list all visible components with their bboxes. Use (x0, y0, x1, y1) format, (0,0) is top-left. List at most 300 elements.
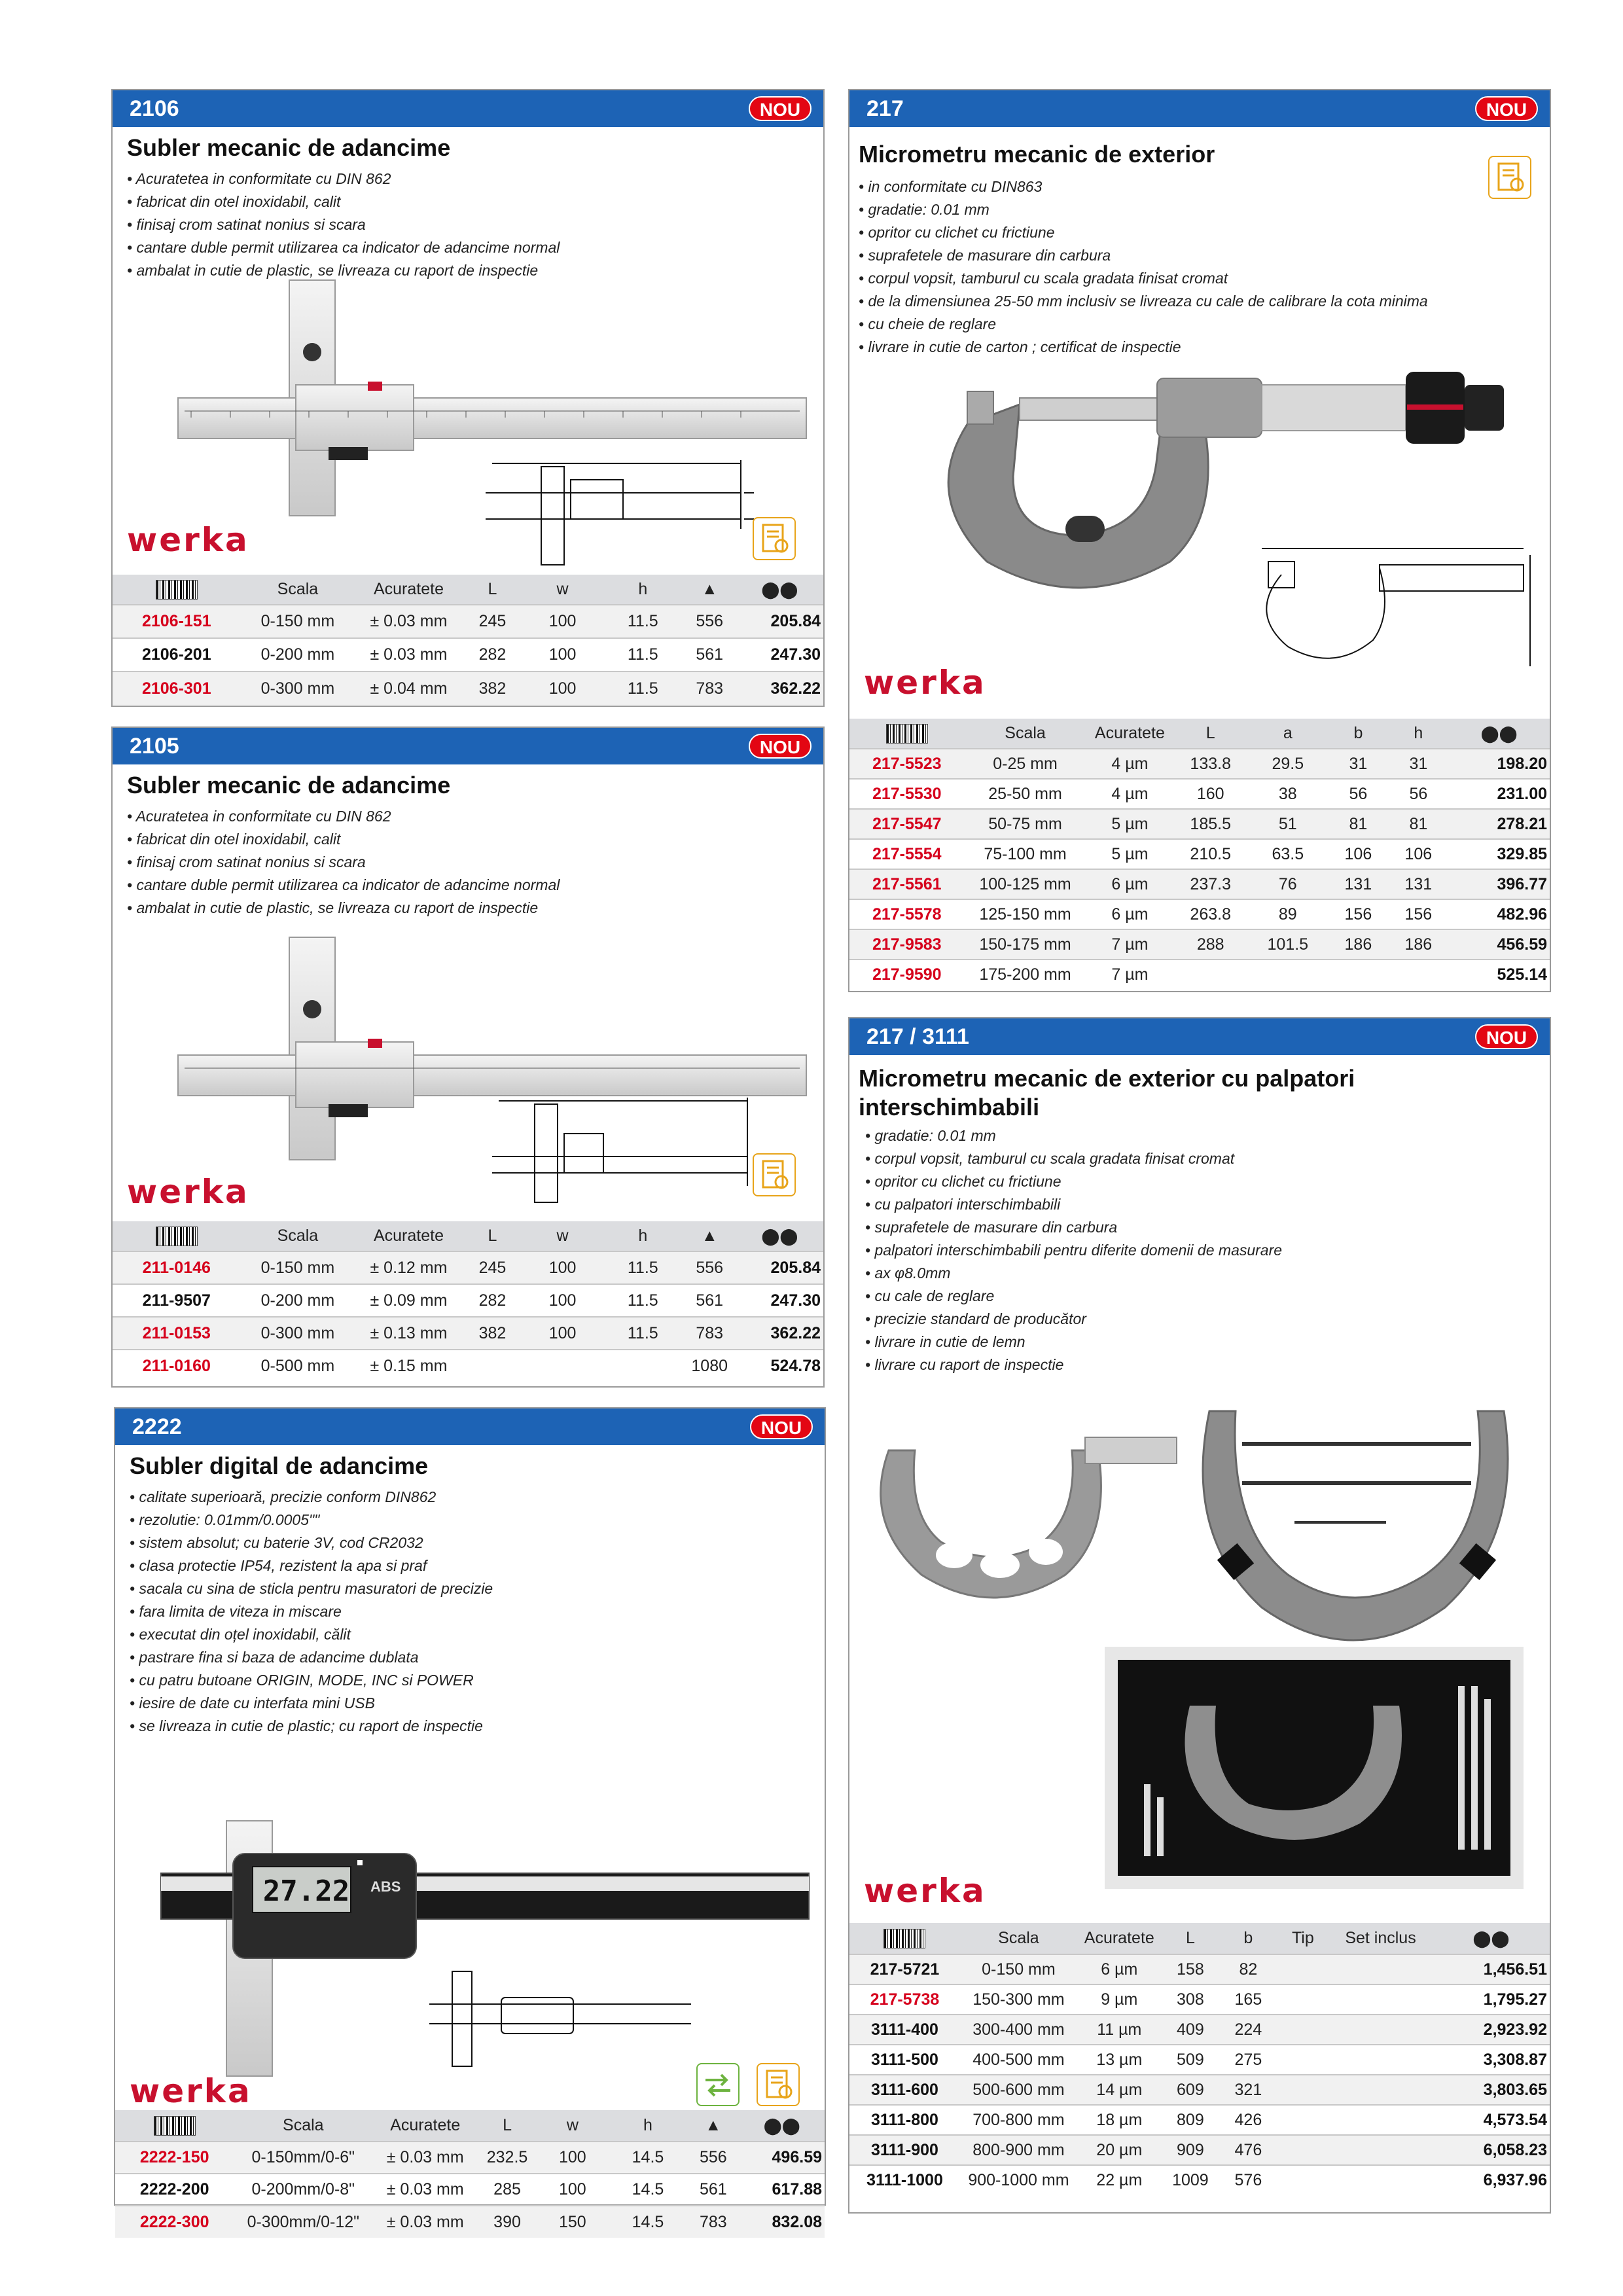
article-code: 217-5547 (849, 809, 965, 839)
article-code: 211-0146 (113, 1251, 241, 1284)
col-w: w (537, 2110, 609, 2142)
feature-item: • fabricat din otel inoxidabil, calit (127, 193, 341, 210)
cell-price: 456.59 (1448, 929, 1550, 960)
article-code: 211-0160 (113, 1350, 241, 1382)
col-scala: Scala (241, 1221, 355, 1251)
cell-acuratete: 7 µm (1086, 960, 1174, 990)
cell-scala: 0-25 mm (965, 749, 1086, 779)
barcode-icon (849, 1923, 960, 1954)
feature-item: • corpul vopsit, tamburul cu scala gradata finisat cromat (859, 270, 1228, 287)
table-row (849, 2015, 1550, 2045)
cell-L: 809 (1162, 2105, 1219, 2135)
col-w: w (522, 1221, 603, 1251)
col-L: L (1173, 719, 1247, 749)
cell-price: 362.22 (736, 1317, 823, 1350)
cell-weight: 1080 (683, 1350, 736, 1382)
cell-tip (1277, 2075, 1329, 2105)
cell-tip (1277, 1984, 1329, 2015)
cell-acuratete: ± 0.13 mm (355, 1317, 462, 1350)
cell-acuratete: ± 0.03 mm (355, 605, 462, 638)
cell-b: 476 (1219, 2135, 1277, 2165)
feature-item: • cantare duble permit utilizarea ca indicator de adancime normal (127, 239, 560, 256)
cell-L: 382 (463, 672, 523, 705)
brand-logo: werka (864, 664, 986, 702)
cell-price: 617.88 (740, 2174, 825, 2206)
feature-item: • opritor cu clichet cu frictiune (859, 224, 1055, 241)
cell-price: 482.96 (1448, 899, 1550, 929)
cell-h: 14.5 (609, 2174, 687, 2206)
cell-w: 100 (522, 672, 603, 705)
cell-acuratete: ± 0.09 mm (355, 1284, 462, 1317)
cell-scala: 400-500 mm (960, 2045, 1077, 2075)
cell-acuratete: 18 µm (1077, 2105, 1162, 2135)
cell-w: 100 (522, 1284, 603, 1317)
table-row (849, 2075, 1550, 2105)
cell-b: 275 (1219, 2045, 1277, 2075)
cell-b: 31 (1328, 749, 1388, 779)
feature-item: • livrare in cutie de lemn (865, 1333, 1026, 1350)
cell-price: 496.59 (740, 2142, 825, 2174)
panel-header (849, 90, 1550, 127)
feature-item: • ax φ8.0mm (865, 1265, 951, 1282)
cell-acuratete: ± 0.04 mm (355, 672, 462, 705)
cell-price: 396.77 (1448, 869, 1550, 899)
cell-b: 82 (1219, 1954, 1277, 1984)
cell-set-inclus (1329, 1984, 1433, 2015)
cell-L: 160 (1173, 779, 1247, 809)
cell-a: 51 (1247, 809, 1328, 839)
article-code: 2222-200 (115, 2174, 234, 2206)
cell-w: 100 (522, 638, 603, 672)
feature-item: • livrare cu raport de inspectie (865, 1356, 1064, 1373)
table-row (849, 1984, 1550, 2015)
cell-L: 282 (463, 638, 523, 672)
weight-icon: ▲ (687, 2110, 739, 2142)
cell-b: 321 (1219, 2075, 1277, 2105)
price-icon: ⬤⬤ (740, 2110, 825, 2142)
table-row (113, 1251, 823, 1284)
table-row (849, 1954, 1550, 1984)
cell-price: 231.00 (1448, 779, 1550, 809)
feature-list (127, 168, 560, 282)
cell-scala: 500-600 mm (960, 2075, 1077, 2105)
article-code: 217-9583 (849, 929, 965, 960)
product-title: Micrometru mecanic de exterior (859, 141, 1215, 168)
cell-a: 101.5 (1247, 929, 1328, 960)
feature-item: • cu cheie de reglare (859, 315, 997, 332)
cell-scala: 0-300 mm (241, 1317, 355, 1350)
cell-L: 288 (1173, 929, 1247, 960)
cell-acuratete: ± 0.03 mm (372, 2142, 478, 2174)
col-h: h (603, 575, 683, 605)
cell-L (463, 1350, 523, 1382)
data-transfer-icon (696, 2063, 740, 2106)
article-code: 3111-800 (849, 2105, 960, 2135)
product-code: 2222 (132, 1414, 182, 1439)
cell-scala: 125-150 mm (965, 899, 1086, 929)
product-code: 217 (866, 96, 904, 121)
table-row (113, 1284, 823, 1317)
cell-scala: 0-200 mm (241, 638, 355, 672)
cell-L: 282 (463, 1284, 523, 1317)
price-table (113, 1221, 823, 1382)
cell-w: 100 (537, 2142, 609, 2174)
cell-h: 131 (1388, 869, 1448, 899)
product-panel-3111 (848, 1017, 1551, 2214)
cell-acuratete: 14 µm (1077, 2075, 1162, 2105)
feature-item: • finisaj crom satinat nonius si scara (127, 216, 366, 233)
feature-item: • sistem absolut; cu baterie 3V, cod CR2032 (130, 1534, 423, 1551)
table-row (113, 672, 823, 705)
certificate-icon (753, 517, 796, 560)
table-row (115, 2206, 825, 2238)
feature-list (859, 175, 1428, 359)
cell-h: 81 (1388, 809, 1448, 839)
cell-b: 131 (1328, 869, 1388, 899)
article-code: 217-5721 (849, 1954, 960, 1984)
brand-logo: werka (130, 2072, 252, 2110)
col-scala: Scala (234, 2110, 372, 2142)
cell-b: 106 (1328, 839, 1388, 869)
cell-scala: 0-150 mm (241, 605, 355, 638)
col-L: L (463, 1221, 523, 1251)
cell-L (1173, 960, 1247, 990)
cell-L: 382 (463, 1317, 523, 1350)
feature-item: • cantare duble permit utilizarea ca indicator de adancime normal (127, 876, 560, 893)
cell-b: 156 (1328, 899, 1388, 929)
cell-acuratete: 9 µm (1077, 1984, 1162, 2015)
cell-scala: 25-50 mm (965, 779, 1086, 809)
cell-b: 576 (1219, 2165, 1277, 2195)
panel-header (115, 1408, 825, 1445)
cell-b: 186 (1328, 929, 1388, 960)
article-code: 2222-300 (115, 2206, 234, 2238)
feature-item: • opritor cu clichet cu frictiune (865, 1173, 1061, 1190)
cell-acuratete: ± 0.12 mm (355, 1251, 462, 1284)
feature-item: • pastrare fina si baza de adancime dublata (130, 1649, 419, 1666)
cell-price: 525.14 (1448, 960, 1550, 990)
col-h: h (1388, 719, 1448, 749)
cell-acuratete: ± 0.03 mm (372, 2206, 478, 2238)
certificate-icon (1488, 156, 1531, 199)
cell-tip (1277, 2045, 1329, 2075)
weight-icon: ▲ (683, 1221, 736, 1251)
col-L: L (1162, 1923, 1219, 1954)
cell-acuratete: 5 µm (1086, 809, 1174, 839)
table-row (849, 749, 1550, 779)
price-table (849, 1923, 1550, 2195)
article-code: 3111-900 (849, 2135, 960, 2165)
feature-item: • palpatori interschimbabili pentru diferite domenii de masurare (865, 1242, 1283, 1259)
cell-set-inclus (1329, 2045, 1433, 2075)
panel-header (113, 728, 823, 764)
cell-set-inclus (1329, 1954, 1433, 1984)
barcode-icon (849, 719, 965, 749)
col-h: h (603, 1221, 683, 1251)
cell-h: 31 (1388, 749, 1448, 779)
technical-drawing (423, 1965, 698, 2070)
table-row (849, 960, 1550, 990)
cell-scala: 0-300 mm (241, 672, 355, 705)
cell-acuratete: ± 0.03 mm (372, 2174, 478, 2206)
cell-acuratete: 11 µm (1077, 2015, 1162, 2045)
article-code: 217-5578 (849, 899, 965, 929)
feature-item: • fabricat din otel inoxidabil, calit (127, 831, 341, 848)
feature-list (127, 805, 560, 920)
cell-scala: 0-500 mm (241, 1350, 355, 1382)
new-badge: NOU (750, 1414, 813, 1439)
cell-w (522, 1350, 603, 1382)
col-w: w (522, 575, 603, 605)
cell-weight: 561 (683, 638, 736, 672)
cell-scala: 0-200 mm (241, 1284, 355, 1317)
product-panel-2222 (114, 1407, 826, 2231)
cell-h: 11.5 (603, 638, 683, 672)
abs-label: ABS (370, 1878, 401, 1895)
cell-h: 14.5 (609, 2206, 687, 2238)
article-code: 217-9590 (849, 960, 965, 990)
cell-weight: 556 (687, 2142, 739, 2174)
cell-L: 232.5 (478, 2142, 537, 2174)
feature-item: • se livreaza in cutie de plastic; cu raport de inspectie (130, 1717, 483, 1734)
cell-price: 247.30 (736, 1284, 823, 1317)
cell-set-inclus (1329, 2075, 1433, 2105)
brand-logo: werka (127, 521, 249, 559)
cell-h (603, 1350, 683, 1382)
table-row (849, 779, 1550, 809)
cell-scala: 0-150mm/0-6" (234, 2142, 372, 2174)
cell-h: 11.5 (603, 1317, 683, 1350)
table-row (849, 2045, 1550, 2075)
product-title: Subler mecanic de adancime (127, 134, 451, 161)
cell-price: 6,937.96 (1433, 2165, 1550, 2195)
table-row (115, 2174, 825, 2206)
cell-acuratete: ± 0.15 mm (355, 1350, 462, 1382)
cell-w: 100 (522, 1251, 603, 1284)
cell-price: 329.85 (1448, 839, 1550, 869)
cell-price: 198.20 (1448, 749, 1550, 779)
col-a: a (1247, 719, 1328, 749)
cell-a: 89 (1247, 899, 1328, 929)
cell-scala: 75-100 mm (965, 839, 1086, 869)
barcode-icon (113, 575, 241, 605)
cell-b: 165 (1219, 1984, 1277, 2015)
new-badge: NOU (1475, 96, 1538, 121)
brand-logo: werka (864, 1872, 986, 1910)
table-row (849, 2135, 1550, 2165)
article-code: 2106-301 (113, 672, 241, 705)
feature-item: • iesire de date cu interfata mini USB (130, 1695, 375, 1712)
cell-b (1328, 960, 1388, 990)
table-row (849, 899, 1550, 929)
cell-scala: 300-400 mm (960, 2015, 1077, 2045)
feature-item: • finisaj crom satinat nonius si scara (127, 853, 366, 870)
table-row (849, 929, 1550, 960)
article-code: 3111-1000 (849, 2165, 960, 2195)
cell-acuratete: 22 µm (1077, 2165, 1162, 2195)
cell-L: 263.8 (1173, 899, 1247, 929)
col-L: L (463, 575, 523, 605)
col-acuratete: Acuratete (372, 2110, 478, 2142)
feature-item: • suprafetele de masurare din carbura (865, 1219, 1118, 1236)
cell-tip (1277, 2165, 1329, 2195)
article-code: 211-0153 (113, 1317, 241, 1350)
cell-acuratete: 4 µm (1086, 779, 1174, 809)
price-table (849, 719, 1550, 990)
feature-item: • livrare in cutie de carton ; certificat de inspectie (859, 338, 1181, 355)
feature-item: • corpul vopsit, tamburul cu scala gradata finisat cromat (865, 1150, 1235, 1167)
cell-L: 390 (478, 2206, 537, 2238)
cell-L: 185.5 (1173, 809, 1247, 839)
cell-w: 150 (537, 2206, 609, 2238)
cell-L: 285 (478, 2174, 537, 2206)
cell-L: 509 (1162, 2045, 1219, 2075)
col-tip: Tip (1277, 1923, 1329, 1954)
cell-set-inclus (1329, 2135, 1433, 2165)
table-row (849, 809, 1550, 839)
article-code: 2106-201 (113, 638, 241, 672)
cell-price: 1,456.51 (1433, 1954, 1550, 1984)
cell-acuratete: 5 µm (1086, 839, 1174, 869)
cell-acuratete: 4 µm (1086, 749, 1174, 779)
cell-price: 3,803.65 (1433, 2075, 1550, 2105)
cell-scala: 700-800 mm (960, 2105, 1077, 2135)
product-title: Micrometru mecanic de exterior cu palpatori interschimbabili (859, 1065, 1355, 1121)
case-set-image (1105, 1647, 1524, 1889)
table-row (113, 605, 823, 638)
cell-b: 81 (1328, 809, 1388, 839)
cell-price: 524.78 (736, 1350, 823, 1382)
cell-price: 832.08 (740, 2206, 825, 2238)
cell-acuratete: ± 0.03 mm (355, 638, 462, 672)
cell-h: 186 (1388, 929, 1448, 960)
cell-scala: 800-900 mm (960, 2135, 1077, 2165)
new-badge: NOU (1475, 1024, 1538, 1049)
cell-weight: 783 (687, 2206, 739, 2238)
price-icon: ⬤⬤ (1433, 1923, 1550, 1954)
cell-L: 409 (1162, 2015, 1219, 2045)
price-icon: ⬤⬤ (1448, 719, 1550, 749)
table-row (849, 839, 1550, 869)
panel-header (849, 1018, 1550, 1055)
feature-list (130, 1486, 493, 1738)
product-code: 2106 (130, 96, 179, 121)
feature-item: • cu patru butoane ORIGIN, MODE, INC si POWER (130, 1672, 474, 1689)
cell-acuratete: 6 µm (1086, 899, 1174, 929)
article-code: 2222-150 (115, 2142, 234, 2174)
table-row (849, 2165, 1550, 2195)
article-code: 217-5554 (849, 839, 965, 869)
article-code: 217-5561 (849, 869, 965, 899)
cell-w: 100 (522, 605, 603, 638)
cell-b: 224 (1219, 2015, 1277, 2045)
barcode-icon (115, 2110, 234, 2142)
cell-acuratete: 6 µm (1077, 1954, 1162, 1984)
article-code: 3111-400 (849, 2015, 960, 2045)
cell-h: 11.5 (603, 605, 683, 638)
cell-scala: 150-175 mm (965, 929, 1086, 960)
cell-w: 100 (537, 2174, 609, 2206)
cell-scala: 100-125 mm (965, 869, 1086, 899)
feature-item: • executat din oțel inoxidabil, călit (130, 1626, 351, 1643)
cell-set-inclus (1329, 2105, 1433, 2135)
feature-item: • gradatie: 0.01 mm (859, 201, 990, 218)
article-code: 217-5738 (849, 1984, 960, 2015)
cell-L: 1009 (1162, 2165, 1219, 2195)
cell-L: 133.8 (1173, 749, 1247, 779)
feature-item: • rezolutie: 0.01mm/0.0005"" (130, 1511, 320, 1528)
col-scala: Scala (960, 1923, 1077, 1954)
technical-drawing (479, 457, 760, 568)
table-row (113, 1350, 823, 1382)
cell-L: 909 (1162, 2135, 1219, 2165)
col-h: h (609, 2110, 687, 2142)
col-acuratete: Acuratete (355, 575, 462, 605)
cell-acuratete: 13 µm (1077, 2045, 1162, 2075)
cell-h: 11.5 (603, 1251, 683, 1284)
cell-a: 29.5 (1247, 749, 1328, 779)
article-code: 217-5530 (849, 779, 965, 809)
new-badge: NOU (749, 96, 812, 121)
cell-weight: 561 (687, 2174, 739, 2206)
col-acuratete: Acuratete (1086, 719, 1174, 749)
cell-scala: 150-300 mm (960, 1984, 1077, 2015)
certificate-icon (753, 1153, 796, 1196)
cell-set-inclus (1329, 2015, 1433, 2045)
cell-price: 205.84 (736, 1251, 823, 1284)
product-panel-2106 (111, 89, 825, 707)
cell-scala: 900-1000 mm (960, 2165, 1077, 2195)
feature-item: • clasa protectie IP54, rezistent la apa si praf (130, 1557, 427, 1574)
cell-scala: 0-300mm/0-12" (234, 2206, 372, 2238)
cell-weight: 556 (683, 1251, 736, 1284)
table-row (113, 1317, 823, 1350)
cell-h: 11.5 (603, 672, 683, 705)
cell-w: 100 (522, 1317, 603, 1350)
product-code: 2105 (130, 734, 179, 759)
cell-set-inclus (1329, 2165, 1433, 2195)
price-icon: ⬤⬤ (736, 575, 823, 605)
feature-item: • suprafetele de masurare din carbura (859, 247, 1111, 264)
cell-price: 278.21 (1448, 809, 1550, 839)
col-set-inclus: Set inclus (1329, 1923, 1433, 1954)
col-L: L (478, 2110, 537, 2142)
lcd-readout: 27.22 (262, 1874, 350, 1908)
feature-item: • fara limita de viteza in miscare (130, 1603, 342, 1620)
cell-price: 3,308.87 (1433, 2045, 1550, 2075)
barcode-icon (113, 1221, 241, 1251)
cell-h: 11.5 (603, 1284, 683, 1317)
cell-a (1247, 960, 1328, 990)
feature-item: • sacala cu sina de sticla pentru masuratori de precizie (130, 1580, 493, 1597)
cell-acuratete: 20 µm (1077, 2135, 1162, 2165)
cell-acuratete: 7 µm (1086, 929, 1174, 960)
cell-a: 63.5 (1247, 839, 1328, 869)
cell-tip (1277, 2015, 1329, 2045)
cell-tip (1277, 2105, 1329, 2135)
price-table (115, 2110, 825, 2238)
feature-item: • in conformitate cu DIN863 (859, 178, 1043, 195)
cell-a: 76 (1247, 869, 1328, 899)
col-scala: Scala (965, 719, 1086, 749)
feature-item: • Acuratetea in conformitate cu DIN 862 (127, 170, 391, 187)
cell-price: 247.30 (736, 638, 823, 672)
feature-list (865, 1124, 1282, 1376)
cell-L: 609 (1162, 2075, 1219, 2105)
article-code: 217-5523 (849, 749, 965, 779)
cell-scala: 0-150 mm (960, 1954, 1077, 1984)
table-row (115, 2142, 825, 2174)
